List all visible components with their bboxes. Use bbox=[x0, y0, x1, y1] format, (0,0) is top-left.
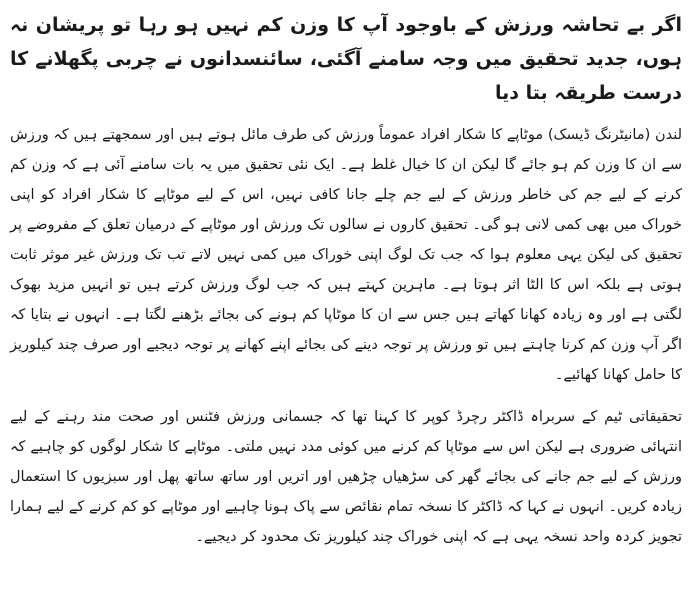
article-headline: اگر بے تحاشہ ورزش کے باوجود آپ کا وزن کم نہیں ہو رہا تو پریشان نہ ہوں، جدید تحقیق میں وجہ سامنے آگئی، سائنسدانوں نے چربی پگھلانے کا درست طریقہ بتا دیا bbox=[10, 14, 682, 104]
article-paragraph-1: لندن (مانیٹرنگ ڈیسک) موٹاپے کا شکار افراد عموماً ورزش کی طرف مائل ہوتے ہیں اور سمجھتے ہیں کہ ورزش سے ان کا وزن کم ہو جائے گا لیکن ان کا خیال غلط ہے۔ ایک نئی تحقیق میں یہ بات سامنے آئی ہے کہ وزن کم کرنے کے لیے جم کی خاطر ورزش کے لیے جم چلے جانا کافی نہیں، اس کے لیے موٹاپے کا شکار افراد کو اپنی خوراک میں بھی کمی لانی ہو گی۔ تحقیق کاروں نے سالوں تک ورزش اور موٹاپے کے درمیان تعلق کے مفروضے پر تحقیق کی لیکن یہی معلوم ہوا کہ جب تک لوگ اپنی خوراک میں کمی نہیں لاتے تب تک ورزش غیر موثر ثابت ہوتی ہے بلکہ اس کا الٹا اثر ہوتا ہے۔ ماہرین کہتے ہیں کہ جب لوگ ورزش کرتے ہیں تو انہیں مزید بھوک لگتی ہے اور وہ زیادہ کھانا کھاتے ہیں جس سے ان کا موٹاپا کم ہونے کی بجائے بڑھنے لگتا ہے۔ انہوں نے بتایا کہ اگر آپ وزن کم کرنا چاہتے ہیں تو ورزش پر توجہ دینے کی بجائے اپنے کھانے پر توجہ دیجیے اور صرف چند کیلوریز کا حامل کھانا کھائیے۔ bbox=[10, 127, 682, 383]
article-paragraph-2: تحقیقاتی ٹیم کے سربراہ ڈاکٹر رچرڈ کوپر کا کہنا تھا کہ جسمانی ورزش فٹنس اور صحت مند رہنے کے لیے انتہائی ضروری ہے لیکن اس سے موٹاپا کم کرنے میں کوئی مدد نہیں ملتی۔ موٹاپے کا شکار لوگوں کو چاہیے کہ ورزش کے لیے جم جانے کی بجائے گھر کی سڑھیاں چڑھیں اور اتریں اور ساتھ ساتھ پھل اور سبزیوں کا استعمال زیادہ کریں۔ انہوں نے کہا کہ ڈاکٹر کا نسخہ تمام نقائص سے پاک ہونا چاہیے اور موٹاپے کو کم کرنے کے لیے ہمارا تجویز کردہ واحد نسخہ یہی ہے کہ اپنی خوراک چند کیلوریز تک محدود کر دیجیے۔ bbox=[10, 409, 682, 545]
